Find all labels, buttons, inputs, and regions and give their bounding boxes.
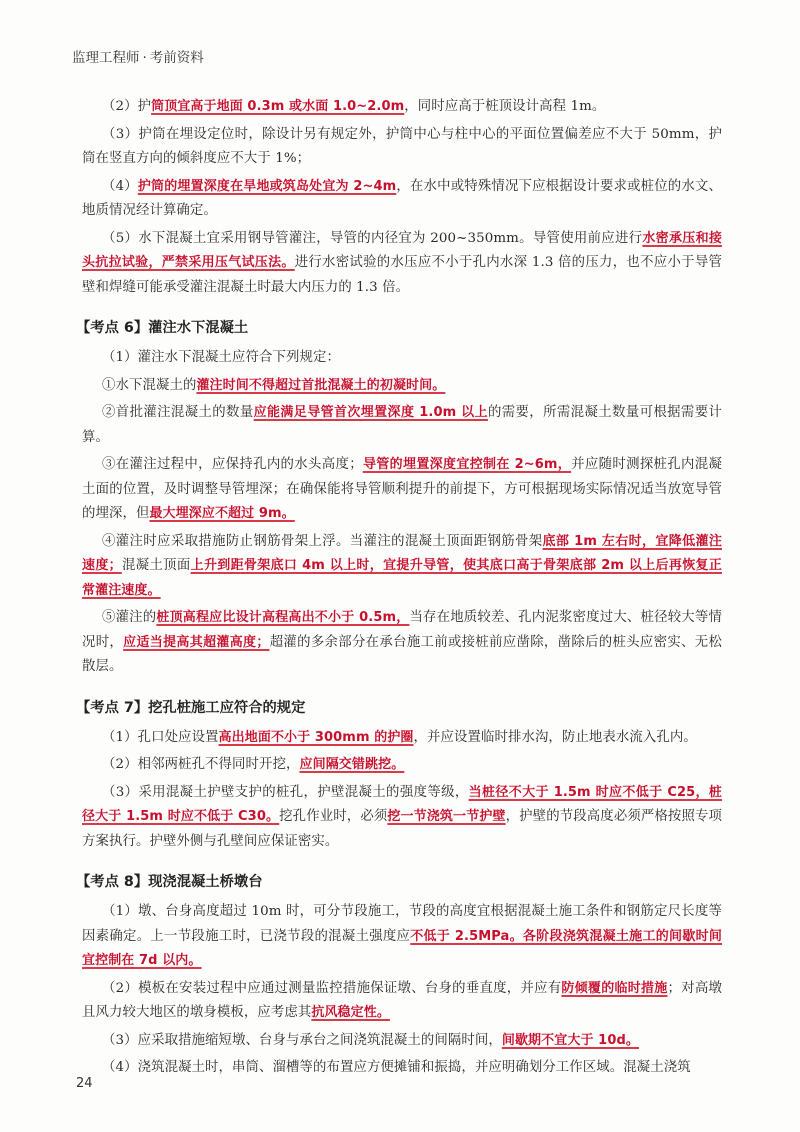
section-6-heading: 【考点 6】灌注水下混凝土: [76, 320, 249, 336]
highlighted-text: 不低于 2.5MPa。各阶段浇筑混凝土施工的间歇时间宜控制在 7d 以内。: [82, 928, 722, 968]
highlighted-text: 底部 1m 左右时，宜降低灌注速度；: [82, 533, 722, 573]
header-title: 监理工程师: [72, 50, 140, 66]
body-text: （4）: [102, 178, 138, 194]
highlighted-text: 上升到距骨架底口 4m 以上时，宜提升导管，使其底口高于骨架底部 2m 以上后再恢复正常灌注速度。: [82, 558, 722, 598]
section-7-heading: 【考点 7】挖孔桩施工应符合的规定: [76, 699, 306, 716]
paragraph: [82, 900, 722, 974]
section-7-body: [82, 726, 722, 855]
paragraph: [82, 401, 722, 450]
highlighted-text: 桩顶高程应比设计高程高出不小于 0.5m，: [156, 610, 410, 625]
header-separator: ·: [142, 50, 147, 66]
body-text: 当存在地质较差、孔内泥浆密度过大、桩径较大等情况时，: [82, 610, 722, 650]
body-text: ⑤灌注的: [102, 610, 157, 625]
body-text: （5）水下混凝土宜采用钢导管灌注，导管的内径宜为 200~350mm。导管使用前应进行: [102, 230, 643, 246]
body-text: 进行水密试验的水压应不小于孔内水深 1.3 倍的压力，也不应小于导管壁和焊缝可能承受灌注混凝土时最大内压力的 1.3 倍。: [82, 255, 722, 295]
paragraph: [82, 1029, 722, 1054]
body-text: （1）墩、台身高度超过 10m 时，可分节段施工，节段的高度宜根据混凝土施工条件和钢筋定尺长度等因素确定。上一节段施工时，已浇节段的混凝土强度应: [82, 904, 722, 944]
paragraph: [82, 726, 722, 751]
highlighted-text: 应间隔交错跳挖。: [299, 757, 405, 772]
section-8-body: [82, 900, 722, 1081]
paragraph: [82, 530, 722, 604]
body-text: （4）浇筑混凝土时，串筒、溜槽等的布置应方便摊铺和振捣，并应明确划分工作区域。混凝土浇筑: [102, 1060, 691, 1075]
header-subtitle: 考前资料: [149, 50, 204, 66]
body-text: ，并应设置临时排水沟，防止地表水流入孔内。: [413, 729, 697, 745]
highlighted-text: 护筒的埋置深度在旱地或筑岛处宜为 2~4m: [137, 178, 397, 194]
body-text: （3）应采取措施缩短墩、台身与承台之间浇筑混凝土的间隔时间，: [102, 1032, 502, 1048]
body-text: （1）灌注水下混凝土应符合下列规定：: [102, 350, 340, 365]
body-text: （3）采用混凝土护壁支护的桩孔，护壁混凝土的强度等级，: [102, 784, 469, 800]
highlighted-text: 挖一节浇筑一节护壁: [387, 809, 506, 824]
paragraph: [82, 977, 722, 1026]
page-number: 24: [76, 1076, 93, 1091]
body-text: ，护壁的节段高度必须严格按照专项方案执行。护壁外侧与孔壁间应保证密实。: [82, 809, 722, 849]
highlighted-text: 水密承压和接头抗拉试验，严禁采用压气试压法。: [82, 230, 722, 270]
section-6-body: [82, 346, 722, 680]
highlighted-text: 防倾覆的临时措施: [561, 980, 668, 996]
body-text: ，同时应高于桩顶设计高程 1m。: [404, 99, 606, 114]
highlighted-text: 高出地面不小于 300mm 的护圈: [218, 729, 414, 745]
body-text: ①水下混凝土的: [102, 377, 197, 393]
paragraph: [82, 1056, 722, 1081]
body-text: 混凝土顶面: [121, 558, 191, 573]
body-text: ②首批灌注混凝土的数量: [102, 405, 254, 420]
body-text: 的需要，所需混凝土数量可根据需要计算。: [82, 405, 722, 445]
body-text: ；对高墩且风力较大地区的墩身模板，应考虑其: [82, 980, 722, 1020]
body-text: 超灌的多余部分在承台施工前或接桩前应凿除，凿除后的桩头应密实、无松散层。: [82, 634, 722, 674]
paragraph: [82, 606, 722, 680]
highlighted-text: 抗风稳定性。: [311, 1005, 390, 1020]
body-text: 并应随时测探桩孔内混凝土面的位置，及时调整导管埋深；在确保能将导管顺利提升的前提下，方可根据现场实际情况适当放宽导管的埋深，但: [82, 457, 722, 521]
body-text: （2）相邻两桩孔不得同时开挖，: [102, 757, 300, 772]
body-text: （2）模板在安装过程中应通过测量监控措施保证墩、台身的垂直度，并应有: [102, 980, 562, 996]
body-text: （2）护: [102, 99, 152, 114]
paragraph: [82, 781, 722, 855]
body-text: （1）孔口处应设置: [102, 729, 219, 745]
highlighted-text: 应能满足导管首次埋置深度 1.0m 以上: [253, 405, 488, 420]
paragraph: [82, 227, 722, 301]
page-content: [76, 95, 723, 1084]
paragraph: [82, 175, 722, 224]
paragraph: [82, 95, 722, 120]
paragraph: [82, 374, 722, 399]
highlighted-text: 最大埋深应不超过 9m。: [149, 506, 295, 521]
highlighted-text: 间歇期不宜大于 10d。: [501, 1032, 639, 1048]
body-text: （3）护筒在埋设定位时，除设计另有规定外，护筒中心与柱中心的平面位置偏差应不大于 50mm，护筒在竖直方向的倾斜度应不大于 1%；: [82, 126, 722, 166]
page-header: [72, 46, 204, 66]
body-text: ，在水中或特殊情况下应根据设计要求或桩位的水文、地质情况经计算确定。: [82, 178, 723, 218]
paragraph: [82, 123, 722, 172]
highlighted-text: 导管的埋置深度宜控制在 2~6m，: [362, 457, 572, 472]
highlighted-text: 应适当提高其超灌高度；: [123, 634, 270, 650]
paragraph: [82, 453, 722, 527]
section-8-heading: 【考点 8】现浇混凝土桥墩台: [76, 874, 263, 890]
highlighted-text: 灌注时间不得超过首批混凝土的初凝时间。: [196, 377, 446, 393]
paragraph: [82, 753, 722, 778]
highlighted-text: 筒顶宜高于地面 0.3m 或水面 1.0~2.0m: [151, 99, 405, 114]
highlighted-text: 当桩径不大于 1.5m 时应不低于 C25，桩径大于 1.5m 时应不低于 C30。: [82, 784, 723, 824]
intro-block: [82, 95, 722, 300]
paragraph: [82, 346, 722, 371]
body-text: 挖孔作业时，必须: [279, 809, 388, 824]
body-text: ④灌注时应采取措施防止钢筋骨架上浮。当灌注的混凝土顶面距钢筋骨架: [102, 533, 543, 549]
body-text: ③在灌注过程中，应保持孔内的水头高度；: [102, 457, 363, 472]
